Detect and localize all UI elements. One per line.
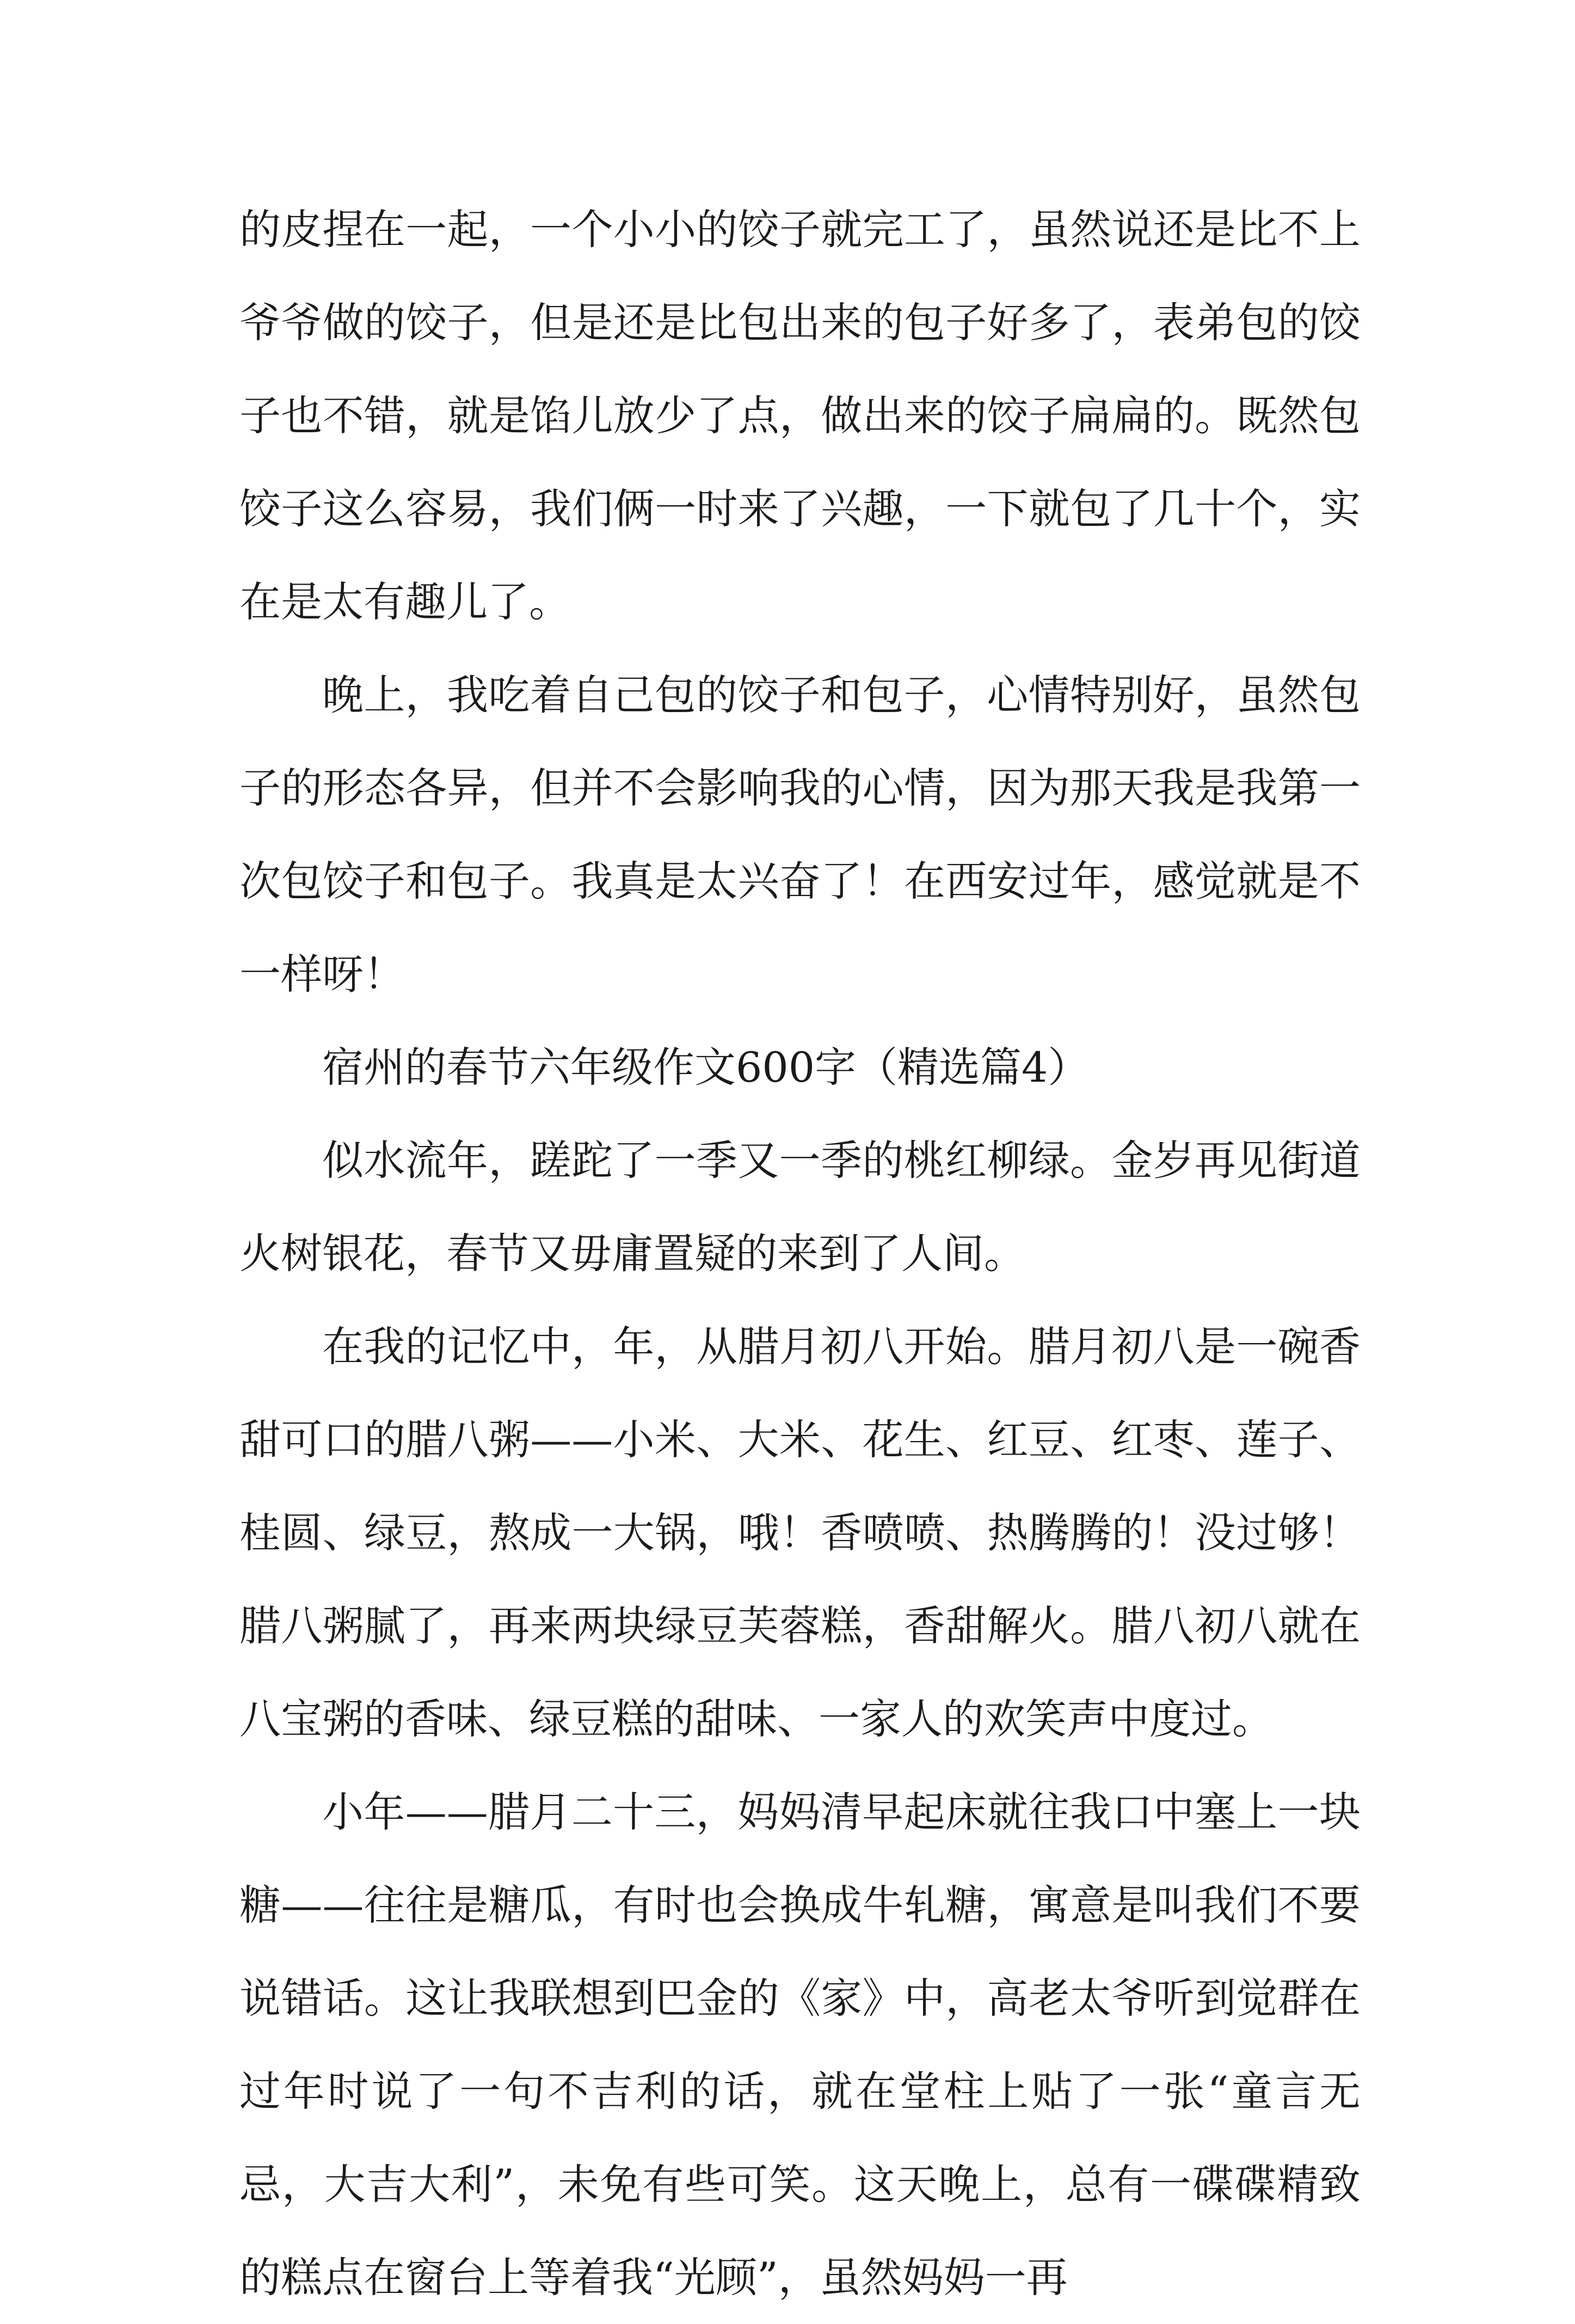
paragraph-laba: 在我的记忆中，年，从腊月初八开始。腊月初八是一碗香甜可口的腊八粥——小米、大米、花生、红豆、红枣、莲子、桂圆、绿豆，熬成一大锅，哦！香喷喷、热腾腾的！没过够！腊八粥腻了，再来两块绿豆芙蓉糕，香甜解火。腊八初八就在八宝粥的香味、绿豆糕的甜味、一家人的欢笑声中度过。	[239, 1322, 1361, 1743]
essay-section-title: 宿州的春节六年级作文600字（精选篇4）	[322, 1043, 1090, 1092]
paragraph-continuation: 的皮捏在一起，一个小小的饺子就完工了，虽然说还是比不上爷爷做的饺子，但是还是比包出来的包子好多了，表弟包的饺子也不错，就是馅儿放少了点，做出来的饺子扁扁的。既然包饺子这么容易，我们俩一时来了兴趣，一下就包了几十个，实在是太有趣儿了。	[239, 205, 1361, 626]
paragraph-intro: 似水流年，蹉跎了一季又一季的桃红柳绿。金岁再见街道火树银花，春节又毋庸置疑的来到了人间。	[239, 1136, 1361, 1278]
paragraph-xiaonian: 小年——腊月二十三，妈妈清早起床就往我口中塞上一块糖——往往是糖瓜，有时也会换成牛轧糖，寓意是叫我们不要说错话。这让我联想到巴金的《家》中，高老太爷听到觉群在过年时说了一句不吉利的话，就在堂柱上贴了一张“童言无忌，大吉大利”，未免有些可笑。这天晚上，总有一碟碟精致的糕点在窗台上等着我“光顾”，虽然妈妈一再	[239, 1788, 1361, 2302]
essay-text	[239, 183, 1361, 2324]
paragraph-evening: 晚上，我吃着自己包的饺子和包子，心情特别好，虽然包子的形态各异，但并不会影响我的心情，因为那天我是我第一次包饺子和包子。我真是太兴奋了！在西安过年，感觉就是不一样呀！	[239, 671, 1361, 998]
